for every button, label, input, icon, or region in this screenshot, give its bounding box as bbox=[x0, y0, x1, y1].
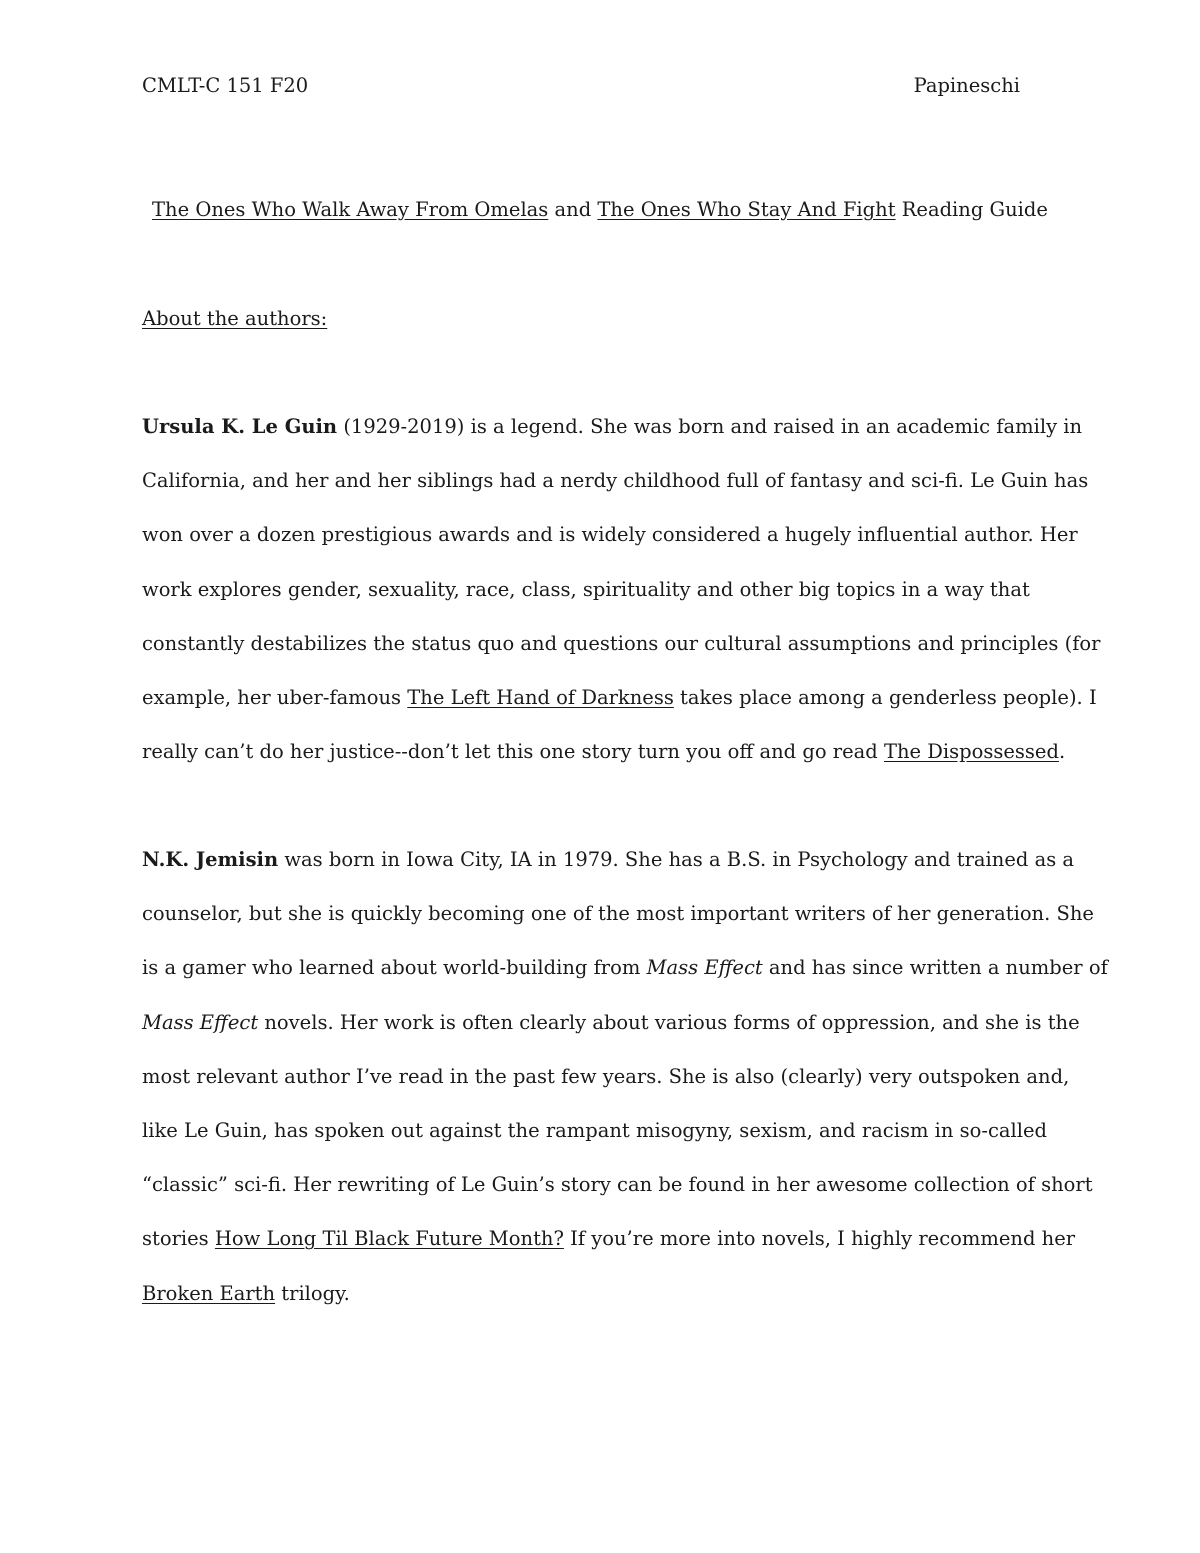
text-line: work explores gender, sexuality, race, class, spirituality and other big topics in a way that bbox=[142, 577, 1030, 601]
title-suffix: Reading Guide bbox=[895, 198, 1048, 221]
text-line: won over a dozen prestigious awards and is widely considered a hugely influential author. Her bbox=[142, 523, 1078, 547]
paragraph-ursula-le-guin bbox=[142, 415, 1101, 794]
section-heading bbox=[142, 307, 327, 331]
paragraph-nk-jemisin bbox=[142, 848, 1108, 1336]
game-title-mass-effect: Mass Effect bbox=[646, 956, 763, 980]
title-story-omelas: The Ones Who Walk Away From Omelas bbox=[152, 198, 549, 221]
text-line: California, and her and her siblings had a nerdy childhood full of fantasy and sci-fi. Le Guin has bbox=[142, 469, 1089, 493]
book-title-left-hand-of-darkness: The Left Hand of Darkness bbox=[407, 685, 674, 709]
header-author: Papineschi bbox=[913, 74, 1020, 97]
text-line: Broken Earth trilogy. bbox=[142, 1281, 350, 1305]
text-line: really can’t do her justice--don’t let this one story turn you off and go read The Dispossessed. bbox=[142, 740, 1066, 764]
text-line: counselor, but she is quickly becoming one of the most important writers of her generation. She bbox=[142, 902, 1094, 926]
book-title-how-long-til-black-future-month: How Long Til Black Future Month? bbox=[214, 1227, 564, 1251]
author-name-le-guin: Ursula K. Le Guin bbox=[142, 415, 338, 438]
book-title-broken-earth: Broken Earth bbox=[142, 1281, 276, 1305]
text-line: example, her uber-famous The Left Hand of Darkness takes place among a genderless people). I bbox=[142, 685, 1097, 709]
game-title-mass-effect: Mass Effect bbox=[142, 1010, 259, 1034]
header-course: CMLT-C 151 F20 bbox=[142, 74, 309, 97]
text-line: most relevant author I’ve read in the past few years. She is also (clearly) very outspoken and, bbox=[142, 1064, 1070, 1088]
text-line: Mass Effect novels. Her work is often clearly about various forms of oppression, and she is the bbox=[142, 1010, 1080, 1034]
text-line: stories How Long Til Black Future Month? If you’re more into novels, I highly recommend her bbox=[142, 1227, 1076, 1251]
title-story-stay-and-fight: The Ones Who Stay And Fight bbox=[597, 198, 896, 221]
text-line: “classic” sci-fi. Her rewriting of Le Guin’s story can be found in her awesome collection of short bbox=[142, 1173, 1093, 1197]
text-line: Ursula K. Le Guin (1929-2019) is a legend. She was born and raised in an academic family in bbox=[142, 415, 1083, 438]
page-title bbox=[0, 198, 1200, 222]
text-line: is a gamer who learned about world-building from Mass Effect and has since written a number of bbox=[142, 956, 1108, 980]
title-conjunction: and bbox=[548, 198, 598, 221]
text-line: N.K. Jemisin was born in Iowa City, IA in 1979. She has a B.S. in Psychology and trained as a bbox=[142, 848, 1075, 871]
book-title-dispossessed: The Dispossessed bbox=[883, 740, 1059, 764]
text-line: like Le Guin, has spoken out against the rampant misogyny, sexism, and racism in so-called bbox=[142, 1118, 1048, 1142]
section-heading-text: About the authors: bbox=[142, 307, 328, 330]
text-line: constantly destabilizes the status quo and questions our cultural assumptions and principles (for bbox=[142, 631, 1101, 655]
author-name-jemisin: N.K. Jemisin bbox=[142, 848, 279, 871]
